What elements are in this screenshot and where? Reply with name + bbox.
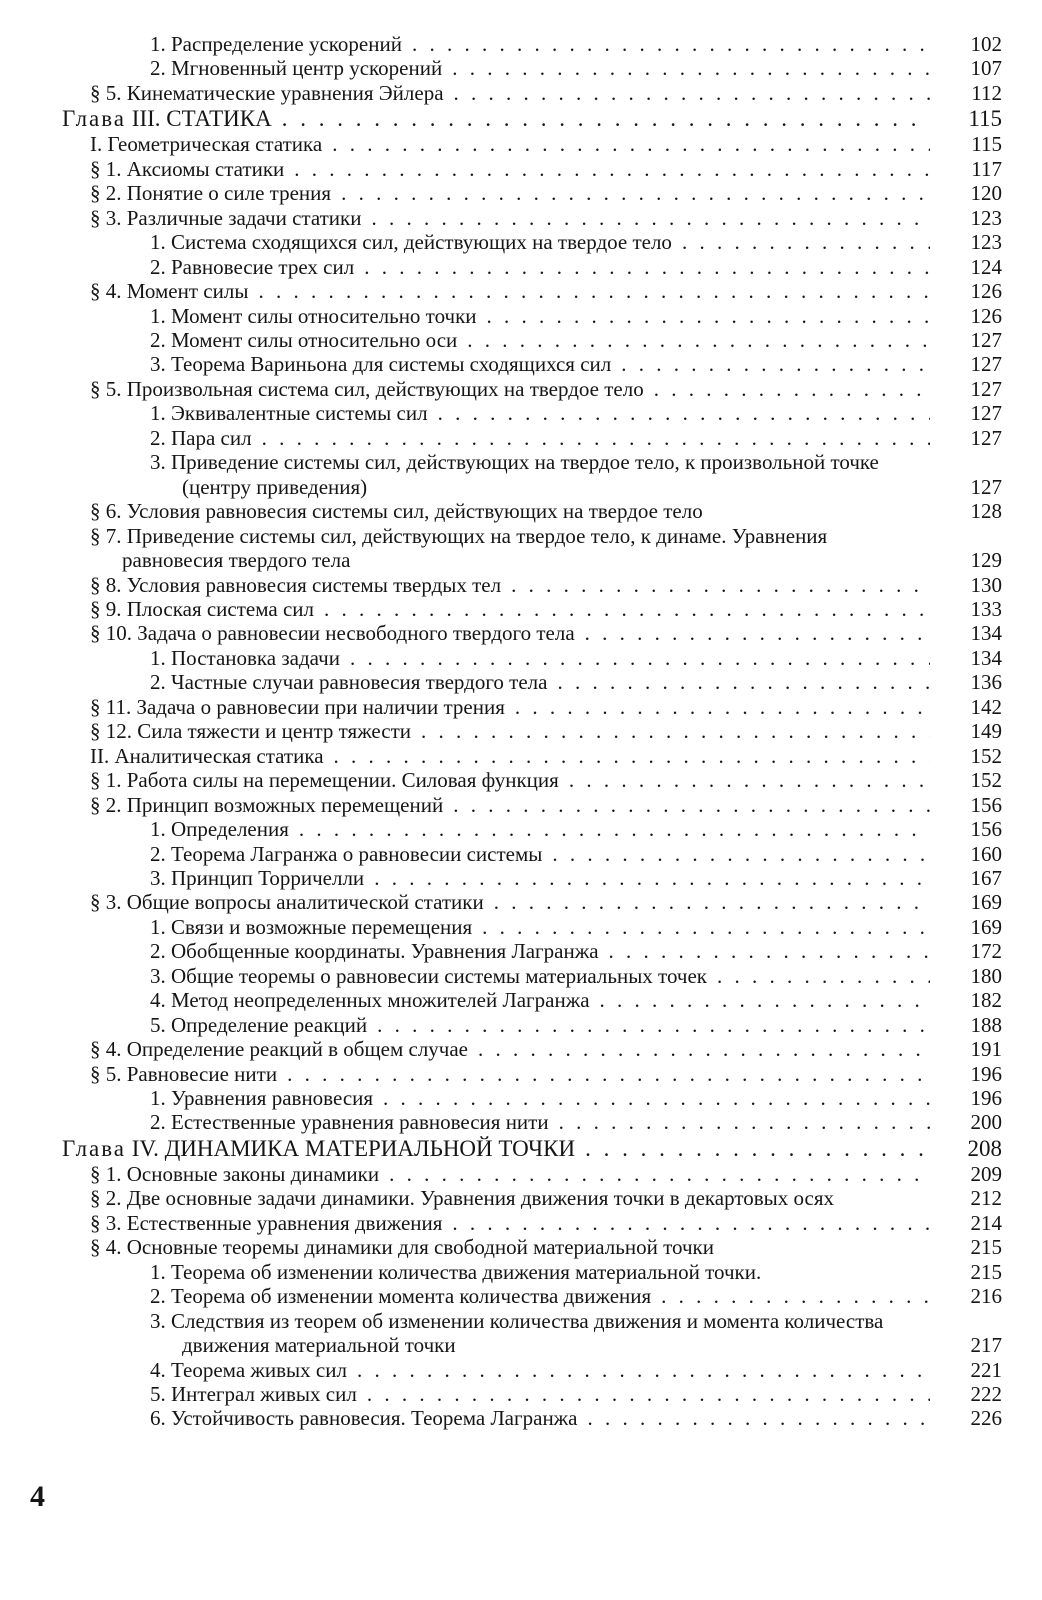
toc-entry-title: § 3. Общие вопросы аналитической статики: [90, 890, 484, 915]
toc-entry-title: 5. Определение реакций: [150, 1012, 368, 1037]
toc-page-number: 134: [970, 621, 1002, 646]
toc-entry-row: [62, 744, 1002, 768]
toc-entry-title: 2. Момент силы относительно оси: [150, 327, 458, 352]
toc-entry-title: § 4. Определение реакций в общем случае: [90, 1037, 468, 1062]
toc-entry-title: § 2. Понятие о силе трения: [90, 181, 332, 206]
toc-page-number: 169: [970, 914, 1002, 939]
toc-entry-row: [62, 842, 1002, 866]
toc-entry-row: [62, 1406, 1002, 1430]
toc-page-number: 127: [970, 474, 1002, 499]
toc-entry-title: 3. Общие теоремы о равновесии системы материальных точек: [150, 963, 707, 988]
toc-page-number: 133: [970, 596, 1002, 621]
toc-entry-title: § 1. Аксиомы статики: [90, 156, 285, 181]
toc-entry-row: [62, 817, 1002, 841]
toc-entry-title: 1. Уравнения равновесия: [150, 1086, 374, 1111]
toc-entry-row: [62, 132, 1002, 156]
toc-entry-row: [62, 597, 1002, 621]
toc-entry-row: [62, 32, 1002, 56]
toc-page-number: 214: [970, 1210, 1002, 1235]
toc-page-number: 216: [970, 1284, 1002, 1309]
toc-entry-title: § 3. Естественные уравнения движения: [90, 1210, 443, 1235]
toc-entry-title: 2. Равновесие трех сил: [150, 254, 355, 279]
chapter-word: Глава: [62, 1135, 127, 1161]
toc-entry-title: § 8. Условия равновесия системы твердых тел: [90, 572, 502, 597]
toc-entry-row: [62, 81, 1002, 105]
toc-entry-title: § 4. Момент силы: [90, 279, 249, 304]
toc-chapter-row: [62, 1135, 1002, 1162]
toc-page-number: 115: [968, 106, 1002, 132]
toc-page-number: 208: [967, 1135, 1002, 1161]
page-number: 4: [30, 1480, 45, 1513]
toc-entry-row: [62, 1235, 1002, 1259]
toc-page-number: 172: [970, 939, 1002, 964]
toc-entry-title: § 5. Равновесие нити: [90, 1061, 278, 1086]
toc-page-number: 196: [970, 1086, 1002, 1111]
toc-page-number: 112: [971, 80, 1002, 105]
toc-entry-title: § 1. Работа силы на перемещении. Силовая функция: [90, 768, 559, 793]
toc-entry-row: [62, 279, 1002, 303]
toc-page-number: 191: [970, 1037, 1002, 1062]
toc-entry-title: 3. Следствия из теорем об изменении количества движения и момента количества движения материальной точки: [150, 1308, 884, 1358]
toc-entry-title: 1. Теорема об изменении количества движения материальной точки.: [150, 1259, 762, 1284]
toc-entry-row: [62, 866, 1002, 890]
toc-entry-title: 1. Момент силы относительно точки: [150, 303, 477, 328]
toc-chapter-row: [62, 105, 1002, 132]
toc-page-number: 215: [970, 1235, 1002, 1260]
toc-entry-row: [62, 890, 1002, 914]
toc-entry-title: 1. Определения: [150, 817, 289, 842]
toc-entry-row: [62, 157, 1002, 181]
toc-entry-row: [62, 646, 1002, 670]
toc-entry-row: [62, 56, 1002, 80]
toc-entry-row: [62, 1062, 1002, 1086]
toc-entry-row: [62, 181, 1002, 205]
toc-page-number: 127: [970, 401, 1002, 426]
toc-page-number: 180: [970, 963, 1002, 988]
toc-page-number: 200: [970, 1110, 1002, 1135]
toc-entry-title: § 12. Сила тяжести и центр тяжести: [90, 719, 412, 744]
toc-entry-title: 1. Эквивалентные системы сил: [150, 401, 428, 426]
toc-page-number: 169: [970, 890, 1002, 915]
toc-entry-row: [62, 1260, 1002, 1284]
toc-entry-title: 2. Естественные уравнения равновесия нити: [150, 1110, 549, 1135]
toc-entry-title: 1. Связи и возможные перемещения: [150, 914, 473, 939]
toc-entry-row: [62, 719, 1002, 743]
toc-page-number: 222: [970, 1382, 1002, 1407]
toc-page-number: 156: [970, 792, 1002, 817]
toc-page-number: 127: [970, 352, 1002, 377]
toc-page-number: 107: [970, 56, 1002, 81]
toc-entry-title: § 1. Основные законы динамики: [90, 1161, 380, 1186]
toc-entry-row: [62, 1284, 1002, 1308]
toc-entry-row: [62, 768, 1002, 792]
toc-page-number: 226: [970, 1406, 1002, 1431]
toc-entry-row: [62, 1382, 1002, 1406]
toc-page-number: 160: [970, 841, 1002, 866]
toc-entry-row: [62, 1037, 1002, 1061]
toc-entry-title: 1. Распределение ускорений: [150, 32, 402, 56]
toc-entry-row: [62, 1186, 1002, 1210]
toc-entry-row: [62, 304, 1002, 328]
toc-page-number: 126: [970, 303, 1002, 328]
toc-page-number: 130: [970, 572, 1002, 597]
toc-entry-title: 3. Приведение системы сил, действующих на твердое тело, к произвольной точке (центру приведения): [150, 450, 879, 499]
toc-page-number: 188: [970, 1012, 1002, 1037]
toc-page-number: 215: [970, 1259, 1002, 1284]
toc-page-number: 117: [971, 156, 1002, 181]
toc-entry-row: [62, 695, 1002, 719]
toc-entry-title: § 3. Различные задачи статики: [90, 205, 362, 230]
toc-entry-row: [62, 1013, 1002, 1037]
toc-entry-title: § 6. Условия равновесия системы сил, действующих на твердое тело: [90, 499, 703, 524]
toc-entry-title: 6. Устойчивость равновесия. Теорема Лагранжа: [150, 1406, 578, 1431]
toc-entry-row: [62, 1110, 1002, 1134]
toc-entry-row: [62, 573, 1002, 597]
toc-entry-title: 2. Теорема об изменении момента количества движения: [150, 1284, 652, 1309]
toc-entry-row: [62, 499, 1002, 523]
toc-entry-row: [62, 939, 1002, 963]
toc-entry-title: § 5. Кинематические уравнения Эйлера: [90, 80, 444, 105]
toc-page-number: 217: [970, 1333, 1002, 1358]
toc-entry-title: 2. Частные случаи равновесия твердого тела: [150, 670, 548, 695]
chapter-word: Глава: [62, 106, 127, 132]
toc-entry-row: [62, 621, 1002, 645]
toc-entry-title: 1. Система сходящихся сил, действующих на твердое тело: [150, 230, 672, 255]
toc-entry-row: [62, 524, 1002, 573]
toc-page-number: 134: [970, 645, 1002, 670]
toc-page-number: 142: [970, 694, 1002, 719]
toc-entry-row: [62, 206, 1002, 230]
toc-entry-row: [62, 1086, 1002, 1110]
chapter-title: Глава III. СТАТИКА: [62, 106, 272, 132]
toc-entry-title: 2. Пара сил: [150, 425, 252, 450]
toc-entry-title: 4. Метод неопределенных множителей Лагранжа: [150, 988, 590, 1013]
toc-page-number: 209: [970, 1161, 1002, 1186]
toc-entry-title: 3. Теорема Вариньона для системы сходящихся сил: [150, 352, 612, 377]
toc-entry-row: [62, 426, 1002, 450]
toc-page-number: 123: [970, 230, 1002, 255]
toc-entry-title: § 5. Произвольная система сил, действующих на твердое тело: [90, 376, 644, 401]
toc-entry-row: [62, 670, 1002, 694]
toc-page-number: 102: [970, 32, 1002, 56]
toc-page-number: 129: [970, 548, 1002, 573]
toc-entry-row: [62, 1309, 1002, 1358]
toc-entry-title: § 11. Задача о равновесии при наличии трения: [90, 694, 505, 719]
toc-entry-title: 1. Постановка задачи: [150, 645, 340, 670]
toc-page-number: 124: [970, 254, 1002, 279]
toc-page-number: 149: [970, 719, 1002, 744]
toc-entry-title: 4. Теорема живых сил: [150, 1357, 347, 1382]
toc-page-number: 127: [970, 327, 1002, 352]
toc-entry-row: [62, 915, 1002, 939]
toc-entry-row: [62, 793, 1002, 817]
toc-entry-row: [62, 1162, 1002, 1186]
toc-entry-title: § 2. Две основные задачи динамики. Уравнения движения точки в декартовых осях: [90, 1186, 835, 1211]
toc-page-number: 167: [970, 865, 1002, 890]
toc-page-number: 127: [970, 376, 1002, 401]
toc-entry-title: II. Аналитическая статика: [90, 743, 324, 768]
toc-page-number: 196: [970, 1061, 1002, 1086]
toc-page-number: 152: [970, 768, 1002, 793]
toc-page-number: 152: [970, 743, 1002, 768]
toc-entry-row: [62, 377, 1002, 401]
toc-page-number: 126: [970, 279, 1002, 304]
toc-page-number: 136: [970, 670, 1002, 695]
toc-entry-row: [62, 230, 1002, 254]
toc-entry-row: [62, 988, 1002, 1012]
toc-entry-title: § 10. Задача о равновесии несвободного твердого тела: [90, 621, 575, 646]
toc-entry-title: 2. Мгновенный центр ускорений: [150, 56, 443, 81]
toc-entry-row: [62, 450, 1002, 499]
toc-page-number: 182: [970, 988, 1002, 1013]
toc-page-number: 128: [970, 499, 1002, 524]
toc-page-number: 123: [970, 205, 1002, 230]
toc-entry-row: [62, 255, 1002, 279]
toc-entry-title: 5. Интеграл живых сил: [150, 1382, 357, 1407]
toc-entry-title: § 9. Плоская система сил: [90, 596, 314, 621]
chapter-title: Глава IV. ДИНАМИКА МАТЕРИАЛЬНОЙ ТОЧКИ: [62, 1135, 576, 1161]
toc-page-number: 115: [971, 132, 1002, 157]
toc-entry-title: § 2. Принцип возможных перемещений: [90, 792, 444, 817]
toc-page-number: 120: [970, 181, 1002, 206]
toc-page-number: 212: [970, 1186, 1002, 1211]
toc-entry-row: [62, 1358, 1002, 1382]
toc-entry-title: § 4. Основные теоремы динамики для свободной материальной точки: [90, 1235, 714, 1260]
toc-page-number: 127: [970, 425, 1002, 450]
toc-entry-title: I. Геометрическая статика: [90, 132, 323, 157]
toc-entry-title: § 7. Приведение системы сил, действующих на твердое тело, к динаме. Уравнения равновесия твердого тела: [90, 523, 828, 573]
table-of-contents: [62, 32, 1002, 1431]
toc-entry-row: [62, 964, 1002, 988]
toc-entry-row: [62, 1211, 1002, 1235]
toc-entry-row: [62, 328, 1002, 352]
toc-entry-row: [62, 401, 1002, 425]
toc-page-number: 221: [970, 1357, 1002, 1382]
toc-entry-title: 3. Принцип Торричелли: [150, 865, 365, 890]
toc-page-number: 156: [970, 817, 1002, 842]
toc-entry-title: 2. Теорема Лагранжа о равновесии системы: [150, 841, 543, 866]
toc-entry-title: 2. Обобщенные координаты. Уравнения Лагранжа: [150, 939, 599, 964]
toc-entry-row: [62, 352, 1002, 376]
